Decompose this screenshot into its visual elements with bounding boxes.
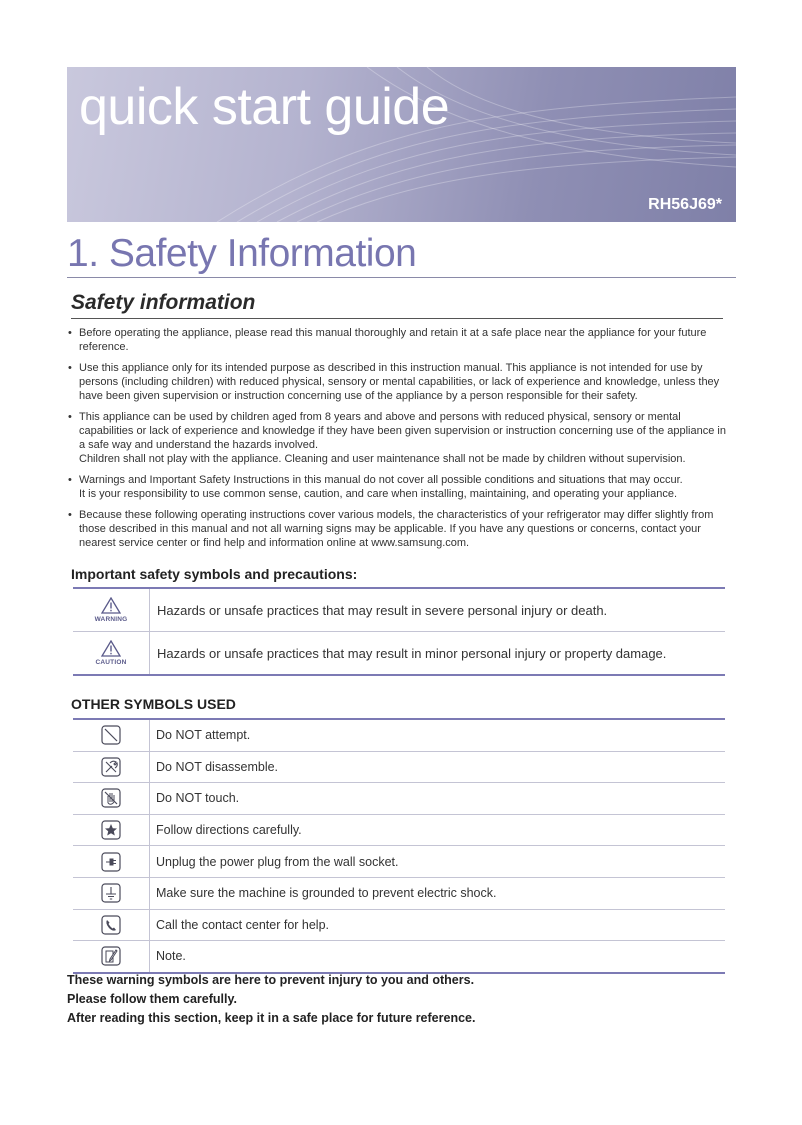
bullet-text: This appliance can be used by children aged from 8 years and above and persons with reduced physical, sensory or mental capabilities or lack of experience and knowledge if they have been given supervision or instruction concerning use of the appliance in a safe way and understand the hazards involved. <box>79 411 726 451</box>
banner-title: quick start guide <box>79 78 450 136</box>
no-touch-icon <box>101 788 121 808</box>
important-symbols-heading: Important safety symbols and precautions: <box>71 566 358 582</box>
bullet-item <box>67 508 733 550</box>
symbol-description: Unplug the power plug from the wall socket. <box>150 846 726 878</box>
other-symbols-heading: OTHER SYMBOLS USED <box>71 696 236 712</box>
symbol-cell <box>73 719 150 751</box>
warning-icon <box>95 597 128 623</box>
important-symbols-table <box>73 587 725 676</box>
symbol-cell <box>73 783 150 815</box>
symbol-cell <box>73 814 150 846</box>
table-row <box>73 877 725 909</box>
unplug-icon <box>101 852 121 872</box>
star-icon <box>101 820 121 840</box>
no-disassemble-icon <box>101 757 121 777</box>
caution-icon <box>95 640 126 666</box>
bullet-extra-text: It is your responsibility to use common sense, caution, and care when installing, maintaining, and operating your appliance. <box>79 488 678 500</box>
bullet-text: Warnings and Important Safety Instructions in this manual do not cover all possible conditions and situations that may occur. <box>79 474 683 486</box>
caution-label: CAUTION <box>95 658 127 666</box>
symbol-description: Do NOT attempt. <box>150 719 726 751</box>
ground-icon <box>101 883 121 903</box>
table-row <box>73 632 725 676</box>
subsection-title: Safety information <box>71 291 256 314</box>
phone-icon <box>101 915 121 935</box>
symbol-cell <box>73 632 150 676</box>
footer-line: These warning symbols are here to prevent injury to you and others. <box>67 973 475 987</box>
table-row <box>73 719 725 751</box>
table-row <box>73 846 725 878</box>
symbol-description: Make sure the machine is grounded to prevent electric shock. <box>150 877 726 909</box>
section-title: 1. Safety Information <box>67 232 417 275</box>
note-icon <box>101 946 121 966</box>
symbol-description: Call the contact center for help. <box>150 909 726 941</box>
subsection-divider <box>71 318 723 319</box>
symbol-cell <box>73 877 150 909</box>
symbol-cell <box>73 751 150 783</box>
safety-bullet-list <box>67 326 733 557</box>
table-row <box>73 783 725 815</box>
symbol-description: Hazards or unsafe practices that may result in minor personal injury or property damage. <box>150 632 726 676</box>
model-number: RH56J69* <box>648 196 722 213</box>
symbol-cell <box>73 909 150 941</box>
bullet-text: Because these following operating instructions cover various models, the characteristics of your refrigerator may differ slightly from those described in this manual and not all warning signs may be applicable. If you have any questions or concerns, contact your nearest service center or find help and information online at www.samsung.com. <box>79 509 714 549</box>
symbol-cell <box>73 941 150 973</box>
bullet-item <box>67 410 733 466</box>
table-row <box>73 909 725 941</box>
bullet-text: Before operating the appliance, please read this manual thoroughly and retain it at a safe place near the appliance for your future reference. <box>79 327 707 353</box>
bullet-item <box>67 326 733 354</box>
bullet-item <box>67 361 733 403</box>
symbol-description: Note. <box>150 941 726 973</box>
bullet-extra-text: Children shall not play with the appliance. Cleaning and user maintenance shall not be made by children without supervision. <box>79 453 686 465</box>
footer-line: Please follow them carefully. <box>67 992 237 1006</box>
footer-notice <box>67 971 475 1028</box>
section-divider <box>67 277 736 278</box>
symbol-cell <box>73 588 150 632</box>
table-row <box>73 588 725 632</box>
symbol-cell <box>73 846 150 878</box>
footer-line: After reading this section, keep it in a safe place for future reference. <box>67 1011 476 1025</box>
symbol-description: Do NOT touch. <box>150 783 726 815</box>
bullet-item <box>67 473 733 501</box>
table-row <box>73 814 725 846</box>
symbol-description: Follow directions carefully. <box>150 814 726 846</box>
warning-label: WARNING <box>94 615 128 623</box>
symbol-description: Do NOT disassemble. <box>150 751 726 783</box>
cover-banner <box>67 67 736 222</box>
symbol-description: Hazards or unsafe practices that may result in severe personal injury or death. <box>150 588 726 632</box>
table-row <box>73 941 725 973</box>
other-symbols-table <box>73 718 725 974</box>
bullet-text: Use this appliance only for its intended purpose as described in this instruction manual. This appliance is not intended for use by persons (including children) with reduced physical, sensory or mental capabilities, or lack of experience and knowledge, unless they have been given supervision or instruction concerning use of the appliance by a person responsible for their safety. <box>79 362 720 402</box>
table-row <box>73 751 725 783</box>
prohibited-icon <box>101 725 121 745</box>
